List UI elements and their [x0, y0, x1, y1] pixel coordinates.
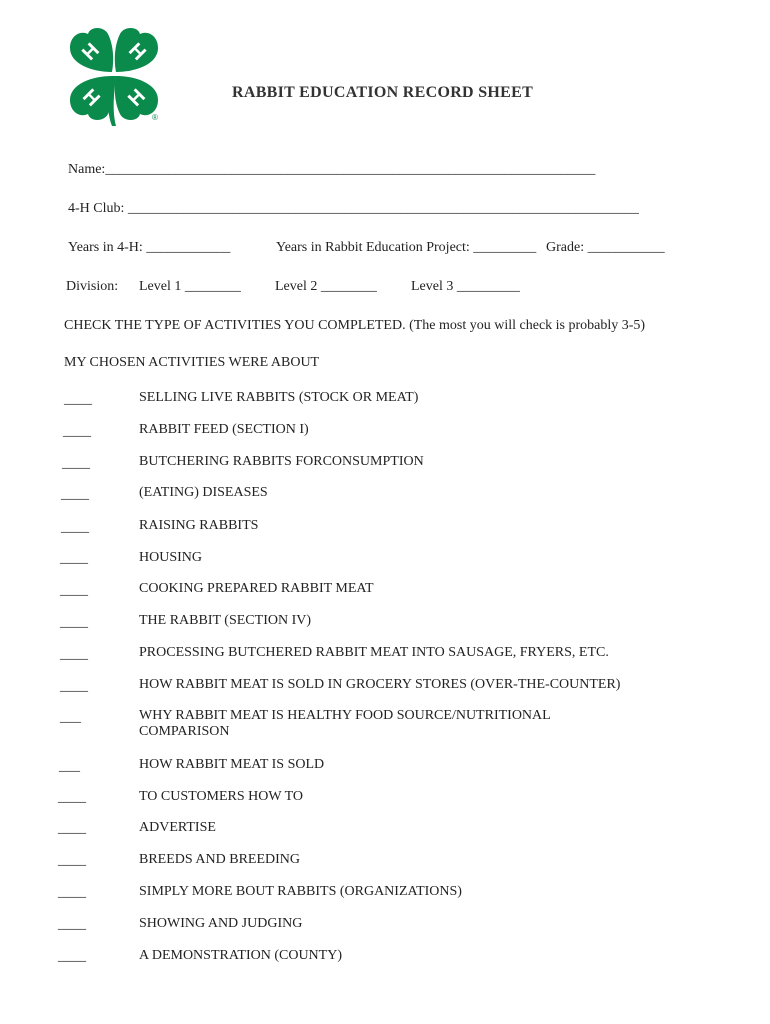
check-instructions: CHECK THE TYPE OF ACTIVITIES YOU COMPLETED. (The most you will check is probably 3-5) — [64, 318, 646, 333]
activity-label: BREEDS AND BREEDING — [139, 852, 301, 867]
activity-label: SIMPLY MORE BOUT RABBITS (ORGANIZATIONS) — [139, 884, 462, 899]
activity-label: BUTCHERING RABBITS FORCONSUMPTION — [139, 454, 424, 469]
club-row — [68, 201, 639, 217]
leaf-letter-h-3: H — [78, 85, 104, 111]
activity-check-blank[interactable]: ____ — [58, 790, 86, 805]
activity-check-blank[interactable]: ____ — [60, 615, 88, 630]
name-label: Name: — [68, 162, 106, 177]
activity-check-blank[interactable]: ___ — [59, 759, 80, 774]
years-project-group — [276, 240, 536, 256]
registered-mark: ® — [152, 113, 158, 122]
activity-check-blank[interactable]: ____ — [62, 456, 90, 471]
activity-check-blank[interactable]: ____ — [58, 821, 86, 836]
activity-label: (EATING) DISEASES — [139, 485, 268, 500]
activity-label: HOW RABBIT MEAT IS SOLD IN GROCERY STORES (OVER-THE-COUNTER) — [139, 677, 621, 692]
name-blank[interactable]: ______________________________________________________________________ — [105, 162, 596, 177]
years-4h-label: Years in 4-H: — [68, 240, 143, 255]
activity-label: WHY RABBIT MEAT IS HEALTHY FOOD SOURCE/NUTRITIONAL COMPARISON — [139, 708, 551, 739]
level-3-blank[interactable]: _________ — [456, 279, 520, 294]
level-1-group — [139, 279, 241, 295]
level-1-blank[interactable]: ________ — [184, 279, 241, 294]
activity-check-blank[interactable]: ____ — [60, 583, 88, 598]
activity-label: PROCESSING BUTCHERED RABBIT MEAT INTO SAUSAGE, FRYERS, ETC. — [139, 645, 609, 660]
activity-check-blank[interactable]: ____ — [63, 424, 91, 439]
level-2-blank[interactable]: ________ — [320, 279, 377, 294]
activity-check-blank[interactable]: ____ — [60, 647, 88, 662]
leaf-letter-h-1: H — [78, 39, 104, 65]
activity-label: HOUSING — [139, 550, 202, 565]
four-h-clover-logo — [62, 24, 166, 128]
activity-check-blank[interactable]: ____ — [61, 520, 89, 535]
years-project-blank[interactable]: _________ — [473, 240, 537, 255]
activity-label: SELLING LIVE RABBITS (STOCK OR MEAT) — [139, 390, 419, 405]
activity-label: RABBIT FEED (SECTION I) — [139, 422, 309, 437]
activity-label: SHOWING AND JUDGING — [139, 916, 303, 931]
level-3-label: Level 3 — [411, 279, 454, 294]
activity-label: TO CUSTOMERS HOW TO — [139, 789, 304, 804]
grade-label: Grade: — [546, 240, 585, 255]
grade-group — [546, 240, 665, 256]
level-2-label: Level 2 — [275, 279, 318, 294]
clover-leaves — [70, 28, 158, 126]
activity-check-blank[interactable]: ___ — [60, 710, 81, 725]
activity-check-blank[interactable]: ____ — [58, 949, 86, 964]
activity-label: A DEMONSTRATION (COUNTY) — [139, 948, 342, 963]
activity-label: THE RABBIT (SECTION IV) — [139, 613, 312, 628]
activity-check-blank[interactable]: ____ — [58, 853, 86, 868]
club-label: 4-H Club: — [68, 201, 125, 216]
activity-check-blank[interactable]: ____ — [60, 551, 88, 566]
leaf-letter-h-4: H — [124, 85, 150, 111]
level-1-label: Level 1 — [139, 279, 182, 294]
activity-check-blank[interactable]: ____ — [58, 885, 86, 900]
grade-blank[interactable]: ___________ — [587, 240, 665, 255]
years-4h-group — [68, 240, 230, 256]
name-row — [68, 162, 595, 178]
activity-check-blank[interactable]: ____ — [61, 487, 89, 502]
activity-label: COOKING PREPARED RABBIT MEAT — [139, 581, 374, 596]
years-4h-blank[interactable]: ____________ — [146, 240, 231, 255]
activity-check-blank[interactable]: ____ — [58, 917, 86, 932]
activity-check-blank[interactable]: ____ — [64, 392, 92, 407]
activity-check-blank[interactable]: ____ — [60, 679, 88, 694]
level-2-group — [275, 279, 377, 295]
level-3-group — [411, 279, 520, 295]
leaf-letter-h-2: H — [124, 39, 150, 65]
years-project-label: Years in Rabbit Education Project: — [276, 240, 470, 255]
chosen-activities-heading: MY CHOSEN ACTIVITIES WERE ABOUT — [64, 355, 320, 370]
activity-label: HOW RABBIT MEAT IS SOLD — [139, 757, 325, 772]
page-title: RABBIT EDUCATION RECORD SHEET — [232, 84, 534, 101]
activity-label: RAISING RABBITS — [139, 518, 259, 533]
club-blank[interactable]: _________________________________________________________________________ — [127, 201, 639, 216]
activity-label: ADVERTISE — [139, 820, 216, 835]
division-label: Division: — [66, 279, 119, 294]
